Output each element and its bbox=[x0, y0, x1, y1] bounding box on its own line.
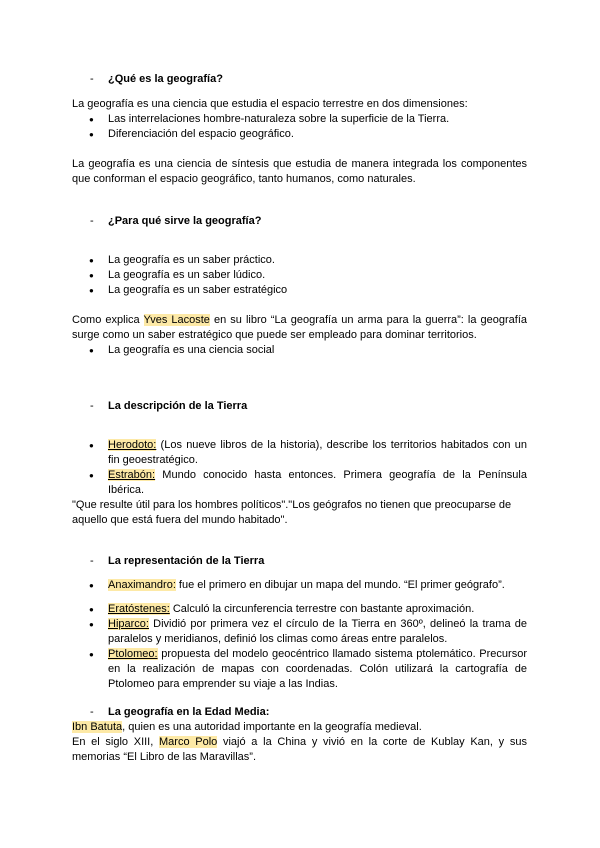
paragraph: Como explica Yves Lacoste en su libro “La geografía un arma para la guerra”: la geografía surge como un saber estratégico que puede ser empleado para dominar territorios. bbox=[72, 314, 528, 341]
highlighted-name: Estrabón: bbox=[108, 469, 156, 481]
list-item: ● Ptolomeo: propuesta del modelo geocéntrico llamado sistema ptolemático. Precursor en la realización de mapas con coordenadas. Colón utilizará la cartografía de Ptolomeo para emprender su viaje a las Indias. bbox=[72, 647, 527, 692]
list-item: ● Herodoto: (Los nueve libros de la historia), describe los territorios habitados con un fin geoestratégico. bbox=[72, 438, 527, 468]
section-heading: - ¿Para qué sirve la geografía? bbox=[90, 215, 262, 227]
section-heading: - La representación de la Tierra bbox=[90, 555, 265, 567]
paragraph: Ibn Batuta, quien es una autoridad importante en la geografía medieval. bbox=[72, 721, 422, 733]
list-item: ● Diferenciación del espacio geográfico. bbox=[72, 127, 527, 142]
highlighted-name: Marco Polo bbox=[159, 736, 218, 748]
list-item: ● Estrabón: Mundo conocido hasta entonces. Primera geografía de la Península Ibérica. bbox=[72, 468, 527, 498]
highlighted-name: Hiparco: bbox=[108, 618, 149, 630]
highlighted-name: Anaximandro: bbox=[108, 579, 176, 591]
section-heading: - La geografía en la Edad Media: bbox=[90, 706, 270, 718]
paragraph: La geografía es una ciencia de síntesis que estudia de manera integrada los componentes que conforman el espacio geográfico, tanto humanos, como naturales. bbox=[72, 158, 527, 185]
quote-paragraph: "Que resulte útil para los hombres políticos"."Los geógrafos no tienen que preocuparse de aquello que está fuera del mundo habitado". bbox=[72, 499, 512, 526]
highlighted-name: Ptolomeo: bbox=[108, 648, 158, 660]
list-item: ● La geografía es un saber práctico. bbox=[72, 253, 527, 268]
highlighted-name: Eratóstenes: bbox=[108, 603, 170, 615]
bullet-list bbox=[72, 112, 527, 142]
section-heading: - La descripción de la Tierra bbox=[90, 400, 248, 412]
list-item: ● Eratóstenes: Calculó la circunferencia terrestre con bastante aproximación. bbox=[72, 602, 527, 617]
section-heading: - ¿Qué es la geografía? bbox=[90, 73, 223, 85]
paragraph: En el siglo XIII, Marco Polo viajó a la China y vivió en la corte de Kublay Kan, y sus memorias “El Libro de las Maravillas”. bbox=[72, 736, 527, 763]
list-item: ● La geografía es un saber estratégico bbox=[72, 283, 527, 298]
highlighted-name: Herodoto: bbox=[108, 439, 157, 451]
list-item: ● Las interrelaciones hombre-naturaleza sobre la superficie de la Tierra. bbox=[72, 112, 527, 127]
bullet-list bbox=[72, 578, 527, 593]
bullet-list bbox=[72, 343, 527, 358]
paragraph: La geografía es una ciencia que estudia el espacio terrestre en dos dimensiones: bbox=[72, 98, 468, 110]
highlighted-name: Ibn Batuta bbox=[72, 721, 123, 733]
list-item: ● La geografía es un saber lúdico. bbox=[72, 268, 527, 283]
bullet-list bbox=[72, 602, 527, 692]
bullet-list bbox=[72, 438, 527, 498]
highlighted-name: Yves Lacoste bbox=[143, 314, 210, 326]
list-item: ● La geografía es una ciencia social bbox=[72, 343, 527, 358]
bullet-list bbox=[72, 253, 527, 298]
list-item: ● Hiparco: Dividió por primera vez el círculo de la Tierra en 360º, delineó la trama de paralelos y meridianos, definió los climas como áreas entre paralelos. bbox=[72, 617, 527, 647]
list-item: ● Anaximandro: fue el primero en dibujar un mapa del mundo. “El primer geógrafo”. bbox=[72, 578, 527, 593]
